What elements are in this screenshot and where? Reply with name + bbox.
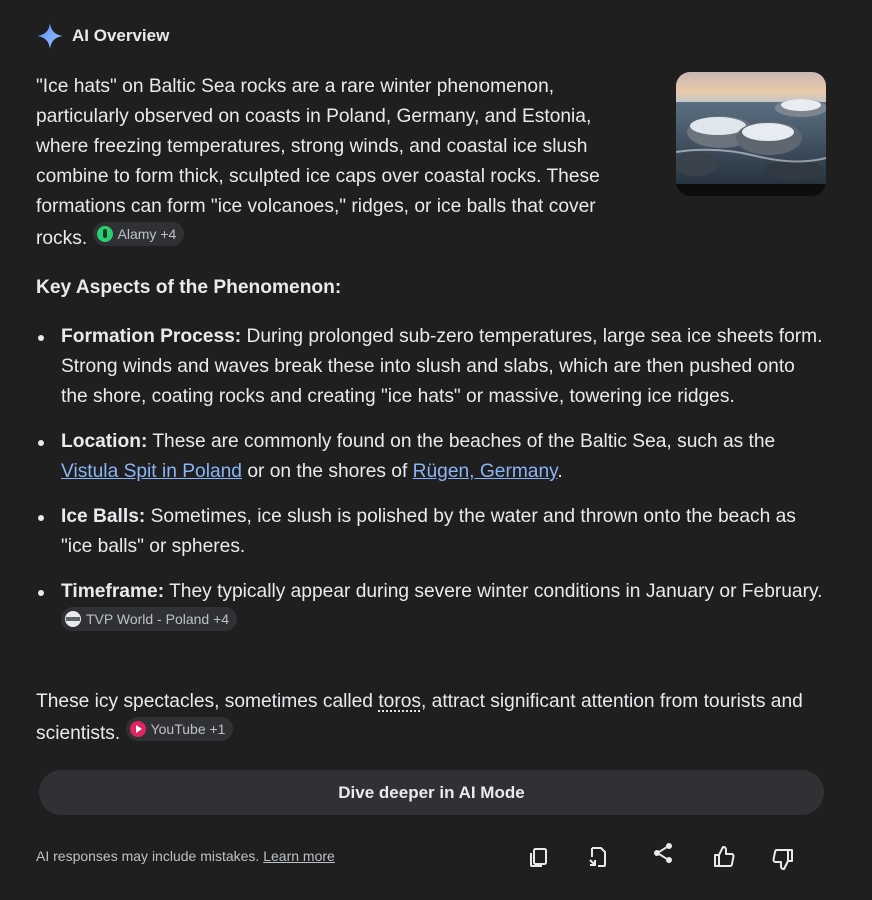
list-item-formation xyxy=(36,322,826,412)
intro-paragraph xyxy=(36,72,646,254)
copy-button[interactable] xyxy=(523,842,553,872)
share-button[interactable] xyxy=(648,838,678,868)
rugen-germany-link[interactable]: Rügen, Germany xyxy=(412,461,558,482)
thumbs-up-button[interactable] xyxy=(709,842,739,872)
learn-more-link[interactable]: Learn more xyxy=(263,848,335,864)
source-chip-alamy[interactable] xyxy=(93,222,185,246)
youtube-source-icon xyxy=(130,721,146,737)
closing-text: , attract significant attention from tourists and scientists. xyxy=(36,691,803,744)
bullet-text: These are commonly found on the beaches of the Baltic Sea, such as the xyxy=(147,431,776,452)
source-chip-label: YouTube +1 xyxy=(150,721,226,737)
copy-icon xyxy=(526,845,550,869)
list-item-location xyxy=(36,427,826,487)
tvp-source-icon xyxy=(65,611,81,627)
closing-text: These icy spectacles, sometimes called xyxy=(36,691,379,712)
source-chip-label: Alamy +4 xyxy=(117,226,177,242)
disclaimer-text: AI responses may include mistakes. xyxy=(36,848,260,864)
source-chip-tvp[interactable] xyxy=(61,607,237,631)
ai-overview-header xyxy=(36,22,169,50)
bullet-title: Ice Balls: xyxy=(61,506,146,527)
source-chip-label: TVP World - Poland +4 xyxy=(86,611,230,627)
list-item-timeframe xyxy=(36,577,826,639)
list-item-ice-balls xyxy=(36,502,826,562)
bullet-text: They typically appear during severe winter conditions in January or February. xyxy=(164,581,823,602)
thumbs-down-button[interactable] xyxy=(768,844,798,874)
bullet-text: Sometimes, ice slush is polished by the water and thrown onto the beach as "ice balls" or spheres. xyxy=(61,506,796,557)
share-icon xyxy=(651,841,675,865)
export-doc-button[interactable] xyxy=(583,842,613,872)
ice-rocks-thumbnail[interactable] xyxy=(676,72,826,196)
thumbs-down-icon xyxy=(771,847,795,871)
toros-term[interactable]: toros xyxy=(378,691,421,712)
sparkle-icon xyxy=(36,22,64,50)
export-doc-icon xyxy=(586,845,610,869)
closing-paragraph xyxy=(36,687,836,749)
source-chip-youtube[interactable] xyxy=(126,717,234,741)
ai-overview-title: AI Overview xyxy=(72,26,170,45)
bullet-title: Timeframe: xyxy=(61,581,165,602)
disclaimer xyxy=(36,848,335,864)
intro-text: "Ice hats" on Baltic Sea rocks are a rare winter phenomenon, particularly observed on coasts in Poland, Germany, and Estonia, where freezing temperatures, strong winds, and coastal ice slush combine to form thick, sculpted ice caps over coastal rocks. These formations can form "ice volcanoes," ridges, or ice balls that cover rocks. xyxy=(36,76,600,249)
thumbs-up-icon xyxy=(712,845,736,869)
vistula-spit-link[interactable]: Vistula Spit in Poland xyxy=(61,461,242,482)
bullet-text: or on the shores of xyxy=(241,461,413,482)
thumbnail-image xyxy=(676,72,826,196)
bullet-title: Formation Process: xyxy=(61,326,242,347)
dive-deeper-button[interactable]: Dive deeper in AI Mode xyxy=(39,770,824,815)
key-aspects-heading: Key Aspects of the Phenomenon: xyxy=(36,277,342,298)
key-aspects-list xyxy=(36,322,826,654)
bullet-text: During prolonged sub-zero temperatures, large sea ice sheets form. Strong winds and waves break these into slush and slabs, which are then pushed onto the shore, coating rocks and creating "ice hats" or massive, towering ice ridges. xyxy=(61,326,823,407)
bullet-text: . xyxy=(557,461,563,482)
bullet-title: Location: xyxy=(61,431,148,452)
alamy-source-icon xyxy=(97,226,113,242)
